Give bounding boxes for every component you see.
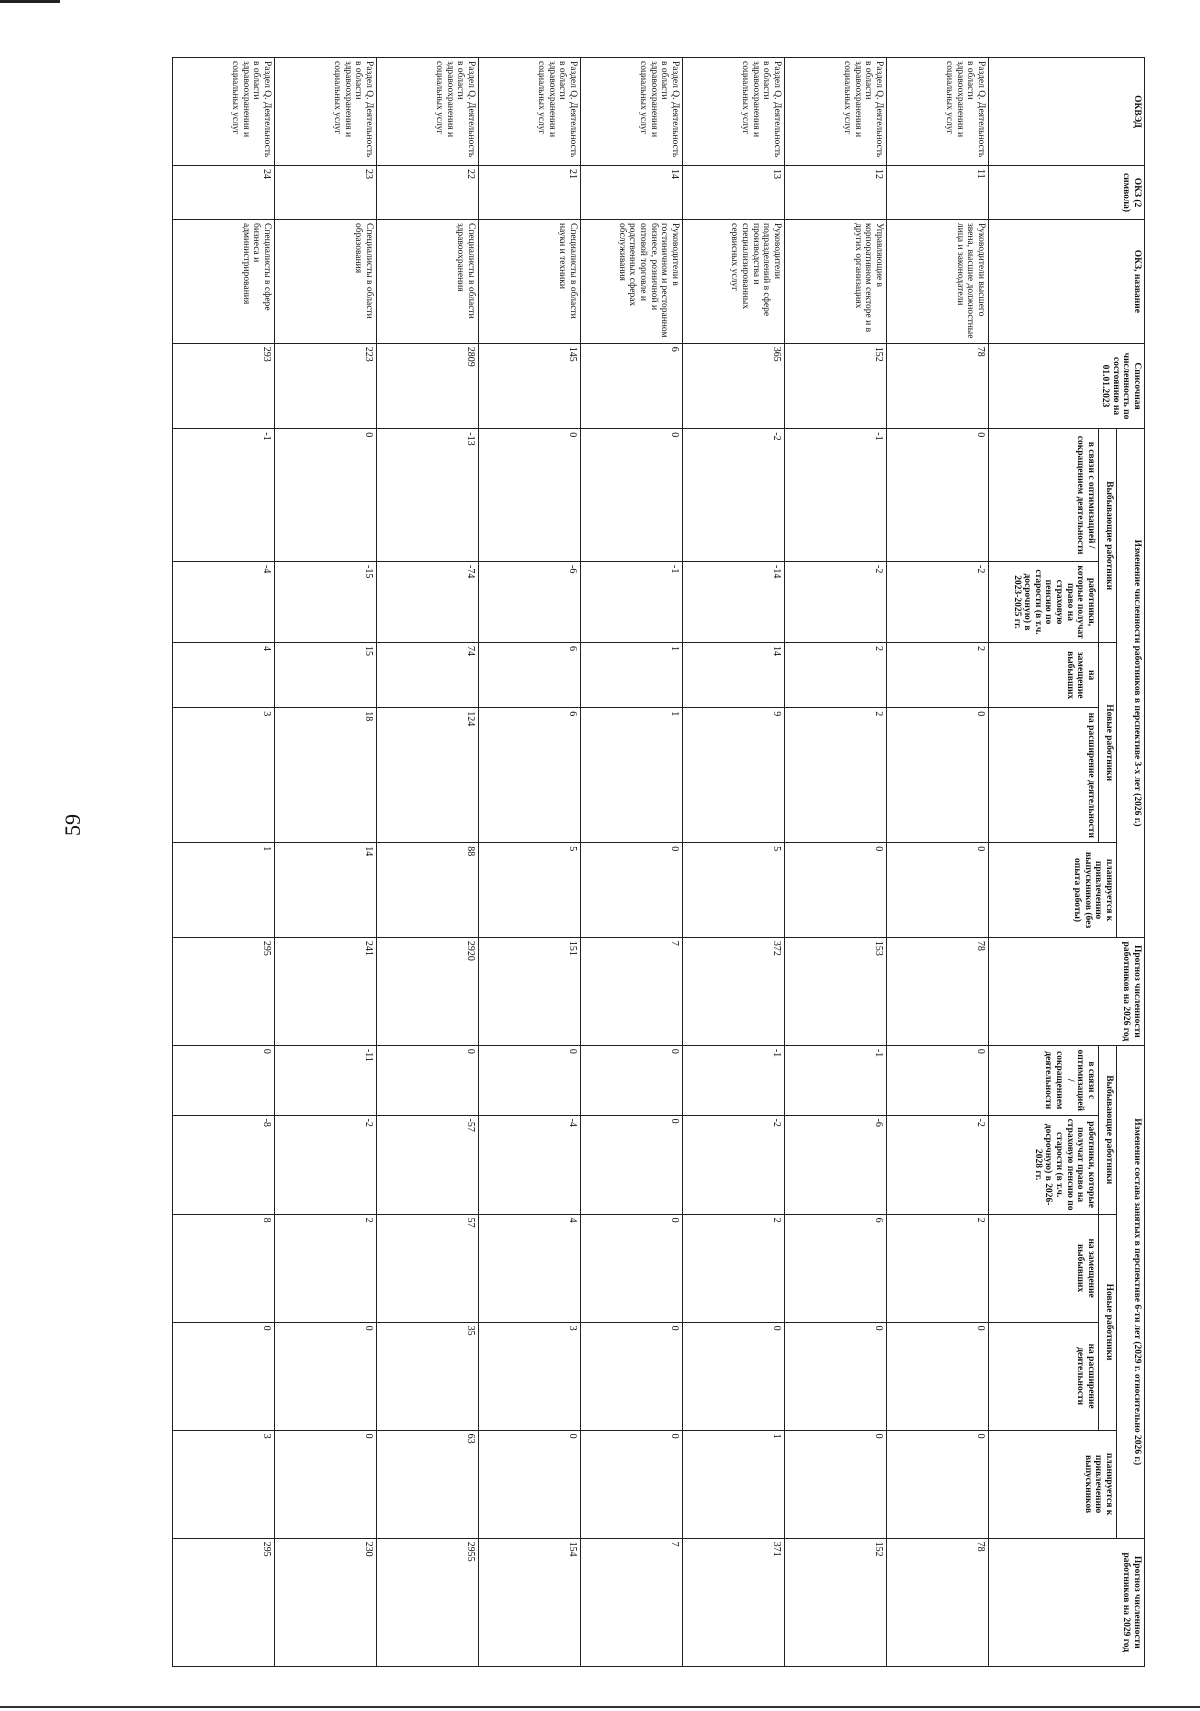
cell-okved: Раздел Q. Деятельность в области здравоохранения и социальных услуг <box>377 58 479 166</box>
cell-okz-name: Специалисты в области образования <box>275 220 377 344</box>
header-okz-name: ОКЗ, название <box>989 220 1145 344</box>
cell-grads-3y: 0 <box>785 843 887 938</box>
cell-new-expand-6y: 0 <box>887 1322 989 1430</box>
cell-headcount: 78 <box>887 343 989 429</box>
table-row <box>581 58 683 1667</box>
cell-grads-3y: 0 <box>581 843 683 938</box>
cell-okz2: 14 <box>581 166 683 220</box>
cell-new-expand-6y: 35 <box>377 1322 479 1430</box>
cell-new-replace-6y: 8 <box>173 1214 275 1322</box>
cell-leave-opt-3y: 0 <box>581 429 683 562</box>
cell-leave-opt-6y: -1 <box>785 1045 887 1115</box>
cell-new-expand-3y: 9 <box>683 708 785 843</box>
cell-leave-pension-3y: -74 <box>377 562 479 643</box>
cell-grads-3y: 0 <box>887 843 989 938</box>
table-row <box>683 58 785 1667</box>
cell-headcount: 145 <box>479 343 581 429</box>
cell-leave-opt-6y: 0 <box>377 1045 479 1115</box>
cell-leave-opt-6y: 0 <box>173 1045 275 1115</box>
cell-new-replace-3y: 14 <box>683 643 785 708</box>
cell-leave-opt-3y: -1 <box>173 429 275 562</box>
cell-okved: Раздел Q. Деятельность в области здравоохранения и социальных услуг <box>581 58 683 166</box>
cell-leave-opt-6y: 0 <box>581 1045 683 1115</box>
cell-new-replace-6y: 2 <box>887 1214 989 1322</box>
cell-leave-opt-3y: 0 <box>275 429 377 562</box>
header-new-replace-3y: на замещение выбывших <box>989 643 1099 708</box>
header-new-replace-6y: на замещение выбывших <box>989 1214 1099 1322</box>
cell-forecast-2029: 154 <box>479 1538 581 1666</box>
header-leaving-3y: Выбывающие работники <box>1099 429 1117 643</box>
cell-grads-3y: 14 <box>275 843 377 938</box>
cell-leave-pension-3y: -2 <box>887 562 989 643</box>
cell-leave-pension-6y: 0 <box>581 1115 683 1214</box>
cell-grads-6y: 0 <box>581 1430 683 1538</box>
cell-forecast-2026: 153 <box>785 937 887 1045</box>
cell-okved: Раздел Q. Деятельность в области здравоохранения и социальных услуг <box>887 58 989 166</box>
page-number: 59 <box>60 814 85 836</box>
header-leave-opt-3y: в связи с оптимизацией / сокращением деятельности <box>989 429 1099 562</box>
cell-grads-3y: 88 <box>377 843 479 938</box>
cell-okz-name: Руководители высшего звена, высшие должностные лица и законодатели <box>887 220 989 344</box>
cell-grads-6y: 0 <box>887 1430 989 1538</box>
cell-forecast-2026: 241 <box>275 937 377 1045</box>
cell-headcount: 365 <box>683 343 785 429</box>
cell-okz2: 21 <box>479 166 581 220</box>
cell-okz-name: Управляющие в корпоративном секторе и в других организациях <box>785 220 887 344</box>
header-okved: ОКВЭД <box>989 58 1145 166</box>
cell-forecast-2026: 2920 <box>377 937 479 1045</box>
scan-edge-top <box>0 0 60 3</box>
header-okz2: ОКЗ (2 символа) <box>989 166 1145 220</box>
cell-leave-pension-3y: -15 <box>275 562 377 643</box>
cell-leave-opt-3y: -13 <box>377 429 479 562</box>
cell-grads-6y: 0 <box>479 1430 581 1538</box>
cell-leave-pension-6y: -8 <box>173 1115 275 1214</box>
cell-headcount: 223 <box>275 343 377 429</box>
cell-new-expand-6y: 0 <box>581 1322 683 1430</box>
cell-headcount: 152 <box>785 343 887 429</box>
cell-forecast-2026: 295 <box>173 937 275 1045</box>
cell-okz-name: Руководители подразделений в сфере производства и специализированных сервисных услуг <box>683 220 785 344</box>
cell-new-expand-3y: 0 <box>887 708 989 843</box>
cell-forecast-2029: 78 <box>887 1538 989 1666</box>
cell-new-expand-3y: 1 <box>581 708 683 843</box>
cell-forecast-2029: 230 <box>275 1538 377 1666</box>
table-row <box>887 58 989 1667</box>
cell-leave-opt-6y: 0 <box>887 1045 989 1115</box>
cell-leave-pension-3y: -6 <box>479 562 581 643</box>
header-leave-pension-6y: работники, которые получат право на страховую пенсию по старости (в т.ч. досрочную) в 2026-2028 гг. <box>989 1115 1099 1214</box>
cell-forecast-2026: 7 <box>581 937 683 1045</box>
cell-leave-pension-6y: -4 <box>479 1115 581 1214</box>
cell-okved: Раздел Q. Деятельность в области здравоохранения и социальных услуг <box>479 58 581 166</box>
cell-new-replace-6y: 0 <box>581 1214 683 1322</box>
cell-okz2: 24 <box>173 166 275 220</box>
cell-leave-pension-6y: -2 <box>887 1115 989 1214</box>
scan-edge-bottom <box>0 1706 1200 1708</box>
header-leave-pension-3y: работники, которые получат право на страховую пенсию по старости (в т.ч. досрочную) в 2023-2025 гг. <box>989 562 1099 643</box>
cell-new-replace-6y: 2 <box>275 1214 377 1322</box>
header-grads-6y: планируется к привлечению выпускников <box>989 1430 1117 1538</box>
table-row <box>377 58 479 1667</box>
cell-okz2: 13 <box>683 166 785 220</box>
cell-leave-opt-3y: 0 <box>887 429 989 562</box>
cell-new-expand-3y: 18 <box>275 708 377 843</box>
cell-forecast-2029: 7 <box>581 1538 683 1666</box>
cell-okz2: 12 <box>785 166 887 220</box>
cell-okved: Раздел Q. Деятельность в области здравоохранения и социальных услуг <box>683 58 785 166</box>
cell-new-replace-3y: 1 <box>581 643 683 708</box>
header-leaving-6y: Выбывающие работники <box>1099 1045 1117 1214</box>
cell-forecast-2026: 78 <box>887 937 989 1045</box>
header-new-6y: Новые работники <box>1099 1214 1117 1430</box>
cell-new-replace-3y: 15 <box>275 643 377 708</box>
cell-okz-name: Руководители в гостиничном и ресторанном бизнесе, розничной и оптовой торговле и родственных сферах обслуживания <box>581 220 683 344</box>
header-forecast-2029: Прогноз численности работников на 2029 год <box>989 1538 1145 1666</box>
cell-forecast-2026: 372 <box>683 937 785 1045</box>
cell-grads-3y: 1 <box>173 843 275 938</box>
cell-okz2: 22 <box>377 166 479 220</box>
cell-leave-pension-3y: -14 <box>683 562 785 643</box>
table-row <box>173 58 275 1667</box>
cell-grads-3y: 5 <box>479 843 581 938</box>
cell-grads-6y: 0 <box>275 1430 377 1538</box>
cell-new-replace-3y: 2 <box>785 643 887 708</box>
table-row <box>785 58 887 1667</box>
table-body <box>173 58 989 1667</box>
cell-new-expand-3y: 124 <box>377 708 479 843</box>
cell-okz-name: Специалисты в области здравоохранения <box>377 220 479 344</box>
cell-new-expand-6y: 0 <box>173 1322 275 1430</box>
header-forecast-2026: Прогноз численности работников на 2026 год <box>989 937 1145 1045</box>
cell-leave-pension-3y: -2 <box>785 562 887 643</box>
header-leave-opt-6y: в связи с оптимизацией / сокращением деятельности <box>989 1045 1099 1115</box>
cell-grads-6y: 1 <box>683 1430 785 1538</box>
cell-forecast-2029: 371 <box>683 1538 785 1666</box>
cell-new-expand-3y: 6 <box>479 708 581 843</box>
cell-forecast-2029: 152 <box>785 1538 887 1666</box>
cell-leave-pension-6y: -2 <box>683 1115 785 1214</box>
cell-new-replace-3y: 74 <box>377 643 479 708</box>
cell-grads-6y: 63 <box>377 1430 479 1538</box>
header-new-3y: Новые работники <box>1099 643 1117 843</box>
cell-new-expand-6y: 0 <box>785 1322 887 1430</box>
cell-new-replace-6y: 4 <box>479 1214 581 1322</box>
cell-grads-6y: 3 <box>173 1430 275 1538</box>
cell-leave-pension-3y: -4 <box>173 562 275 643</box>
table-row <box>479 58 581 1667</box>
cell-forecast-2029: 2955 <box>377 1538 479 1666</box>
cell-leave-opt-6y: -1 <box>683 1045 785 1115</box>
rotated-table-container <box>172 57 1145 1667</box>
cell-new-replace-3y: 6 <box>479 643 581 708</box>
cell-new-expand-6y: 0 <box>275 1322 377 1430</box>
cell-grads-3y: 5 <box>683 843 785 938</box>
cell-new-expand-3y: 3 <box>173 708 275 843</box>
cell-forecast-2029: 295 <box>173 1538 275 1666</box>
cell-new-replace-6y: 6 <box>785 1214 887 1322</box>
cell-new-expand-6y: 0 <box>683 1322 785 1430</box>
cell-headcount: 2809 <box>377 343 479 429</box>
cell-leave-pension-6y: -57 <box>377 1115 479 1214</box>
cell-okz2: 23 <box>275 166 377 220</box>
cell-okved: Раздел Q. Деятельность в области здравоохранения и социальных услуг <box>785 58 887 166</box>
cell-leave-opt-3y: -1 <box>785 429 887 562</box>
cell-new-expand-6y: 3 <box>479 1322 581 1430</box>
cell-grads-6y: 0 <box>785 1430 887 1538</box>
cell-forecast-2026: 151 <box>479 937 581 1045</box>
cell-leave-opt-6y: -11 <box>275 1045 377 1115</box>
cell-okz2: 11 <box>887 166 989 220</box>
cell-leave-pension-6y: -6 <box>785 1115 887 1214</box>
workforce-forecast-table <box>172 57 1145 1667</box>
cell-okved: Раздел Q. Деятельность в области здравоохранения и социальных услуг <box>275 58 377 166</box>
cell-leave-opt-3y: 0 <box>479 429 581 562</box>
cell-okz-name: Специалисты в области науки и техники <box>479 220 581 344</box>
cell-leave-opt-3y: -2 <box>683 429 785 562</box>
cell-new-expand-3y: 2 <box>785 708 887 843</box>
header-change-3y: Изменение численности работников в перспективе 3-х лет (2026 г.) <box>1117 429 1145 938</box>
header-headcount: Списочная численность по состоянию на 01.01.2023 <box>989 343 1145 429</box>
header-change-6y: Изменение состава занятых в перспективе 6-ти лет (2029 г. относительно 2026 г.) <box>1117 1045 1145 1538</box>
cell-leave-opt-6y: 0 <box>479 1045 581 1115</box>
cell-leave-pension-3y: -1 <box>581 562 683 643</box>
cell-new-replace-3y: 4 <box>173 643 275 708</box>
cell-okz-name: Специалисты в сфере бизнеса и администрирования <box>173 220 275 344</box>
cell-new-replace-3y: 2 <box>887 643 989 708</box>
cell-new-replace-6y: 2 <box>683 1214 785 1322</box>
table-row <box>275 58 377 1667</box>
header-new-expand-6y: на расширение деятельности <box>989 1322 1099 1430</box>
header-grads-3y: планируется к привлечению выпускников (без опыта работы) <box>989 843 1117 938</box>
header-new-expand-3y: на расширение деятельности <box>989 708 1099 843</box>
cell-leave-pension-6y: -2 <box>275 1115 377 1214</box>
cell-headcount: 6 <box>581 343 683 429</box>
cell-okved: Раздел Q. Деятельность в области здравоохранения и социальных услуг <box>173 58 275 166</box>
cell-headcount: 293 <box>173 343 275 429</box>
cell-new-replace-6y: 57 <box>377 1214 479 1322</box>
